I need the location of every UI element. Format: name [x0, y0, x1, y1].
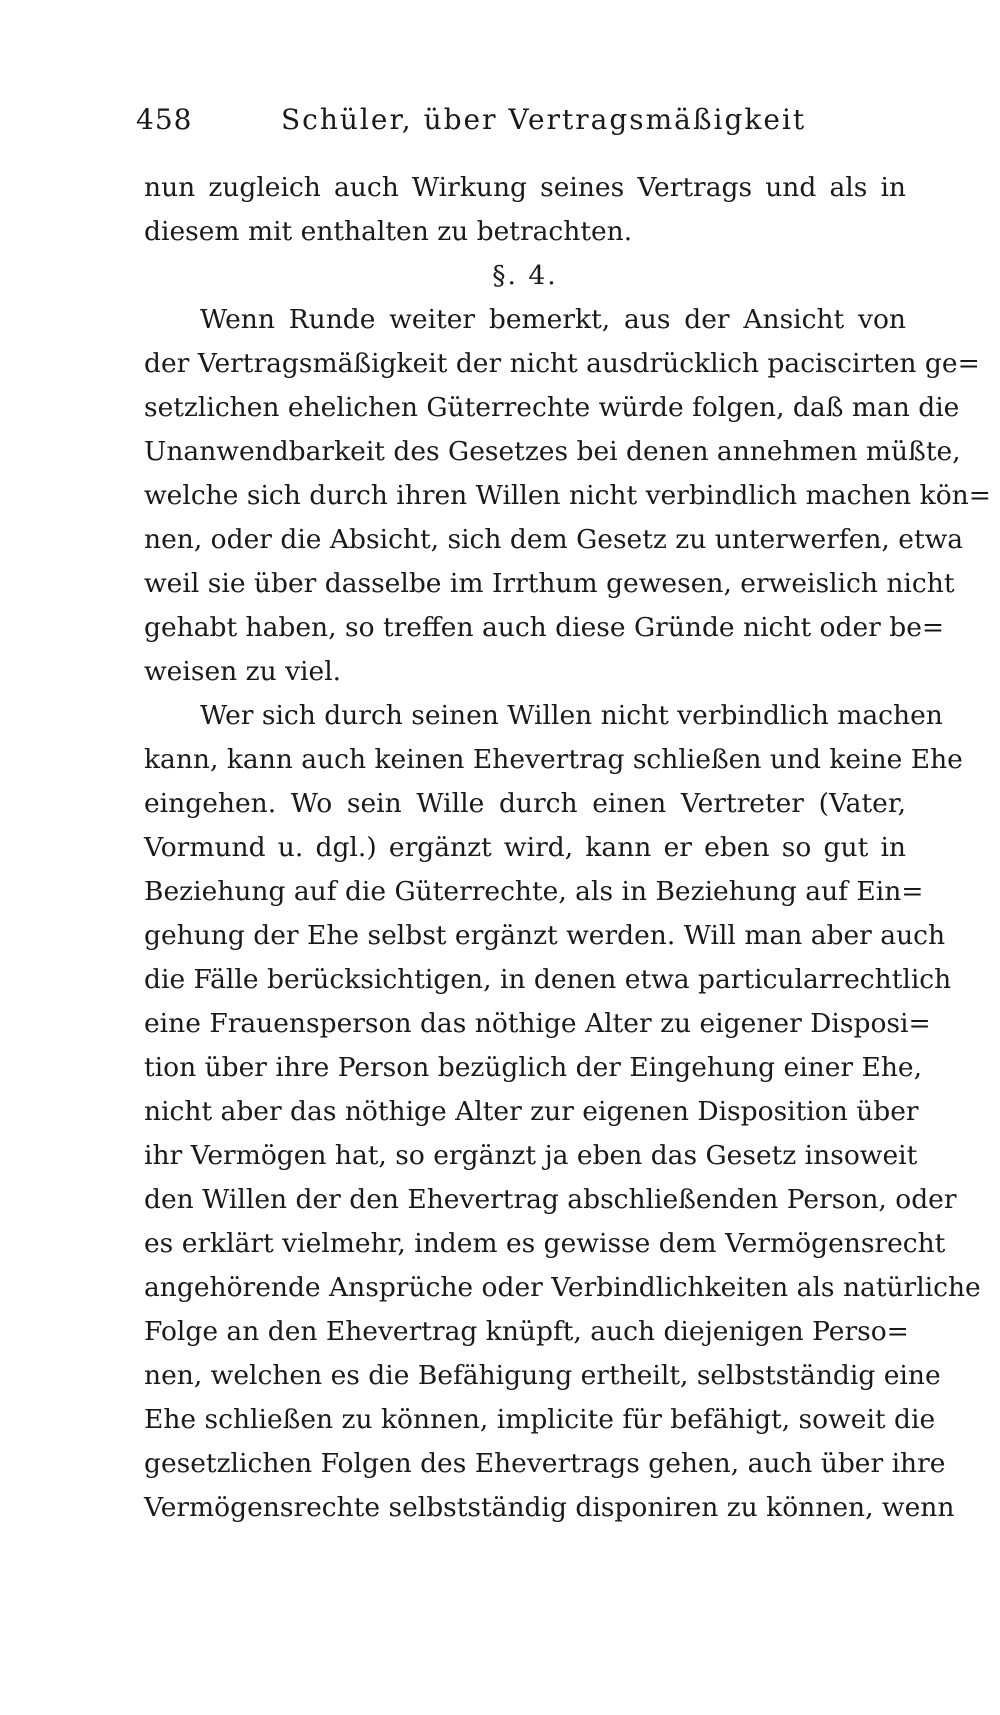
section-heading: §. 4. [492, 260, 558, 291]
text-line: eine Frauensperson das nöthige Alter zu eigener Disposi= [144, 1008, 931, 1039]
text-line: gehabt haben, so treffen auch diese Gründe nicht oder be= [144, 612, 945, 643]
text-line: weisen zu viel. [144, 656, 342, 687]
text-line: Ehe schließen zu können, implicite für befähigt, soweit die [144, 1404, 936, 1435]
text-line: nen, oder die Absicht, sich dem Gesetz zu unterwerfen, etwa [144, 524, 964, 555]
text-line: weil sie über dasselbe im Irrthum gewesen, erweislich nicht [144, 568, 955, 599]
running-head: Schüler, über Vertragsmäßigkeit [281, 103, 807, 136]
text-line: setzlichen ehelichen Güterrechte würde folgen, daß man die [144, 392, 960, 423]
page-header [136, 100, 896, 140]
body-text [144, 166, 991, 1530]
text-line: Wer sich durch seinen Willen nicht verbindlich machen [200, 700, 943, 731]
text-line: welche sich durch ihren Willen nicht verbindlich machen kön= [144, 480, 991, 511]
text-line: Vormund u. dgl.) ergänzt wird, kann er eben so gut in [144, 832, 906, 863]
text-line: den Willen der den Ehevertrag abschließenden Person, oder [144, 1184, 957, 1215]
text-line: tion über ihre Person bezüglich der Eingehung einer Ehe, [144, 1052, 923, 1083]
text-line: Unanwendbarkeit des Gesetzes bei denen annehmen müßte, [144, 436, 961, 467]
text-line: Folge an den Ehevertrag knüpft, auch diejenigen Perso= [144, 1316, 909, 1347]
text-line: nen, welchen es die Befähigung ertheilt, selbstständig eine [144, 1360, 941, 1391]
text-line: nicht aber das nöthige Alter zur eigenen Disposition über [144, 1096, 919, 1127]
text-line: der Vertragsmäßigkeit der nicht ausdrücklich paciscirten ge= [144, 348, 980, 379]
text-line: diesem mit enthalten zu betrachten. [144, 216, 633, 247]
text-line: es erklärt vielmehr, indem es gewisse dem Vermögensrecht [144, 1228, 946, 1259]
text-line: nun zugleich auch Wirkung seines Vertrags und als in [144, 172, 906, 203]
text-line: Wenn Runde weiter bemerkt, aus der Ansicht von [200, 304, 906, 335]
text-line: Beziehung auf die Güterrechte, als in Beziehung auf Ein= [144, 876, 924, 907]
page-number: 458 [136, 103, 193, 136]
text-line: Vermögensrechte selbstständig disponiren zu können, wenn [144, 1492, 955, 1523]
text-line: eingehen. Wo sein Wille durch einen Vertreter (Vater, [144, 788, 906, 819]
text-line: ihr Vermögen hat, so ergänzt ja eben das Gesetz insoweit [144, 1140, 918, 1171]
text-line: gehung der Ehe selbst ergänzt werden. Will man aber auch [144, 920, 946, 951]
text-line: kann, kann auch keinen Ehevertrag schließen und keine Ehe [144, 744, 963, 775]
text-line: gesetzlichen Folgen des Ehevertrags gehen, auch über ihre [144, 1448, 946, 1479]
text-line: angehörende Ansprüche oder Verbindlichkeiten als natürliche [144, 1272, 981, 1303]
text-line: die Fälle berücksichtigen, in denen etwa particularrechtlich [144, 964, 952, 995]
